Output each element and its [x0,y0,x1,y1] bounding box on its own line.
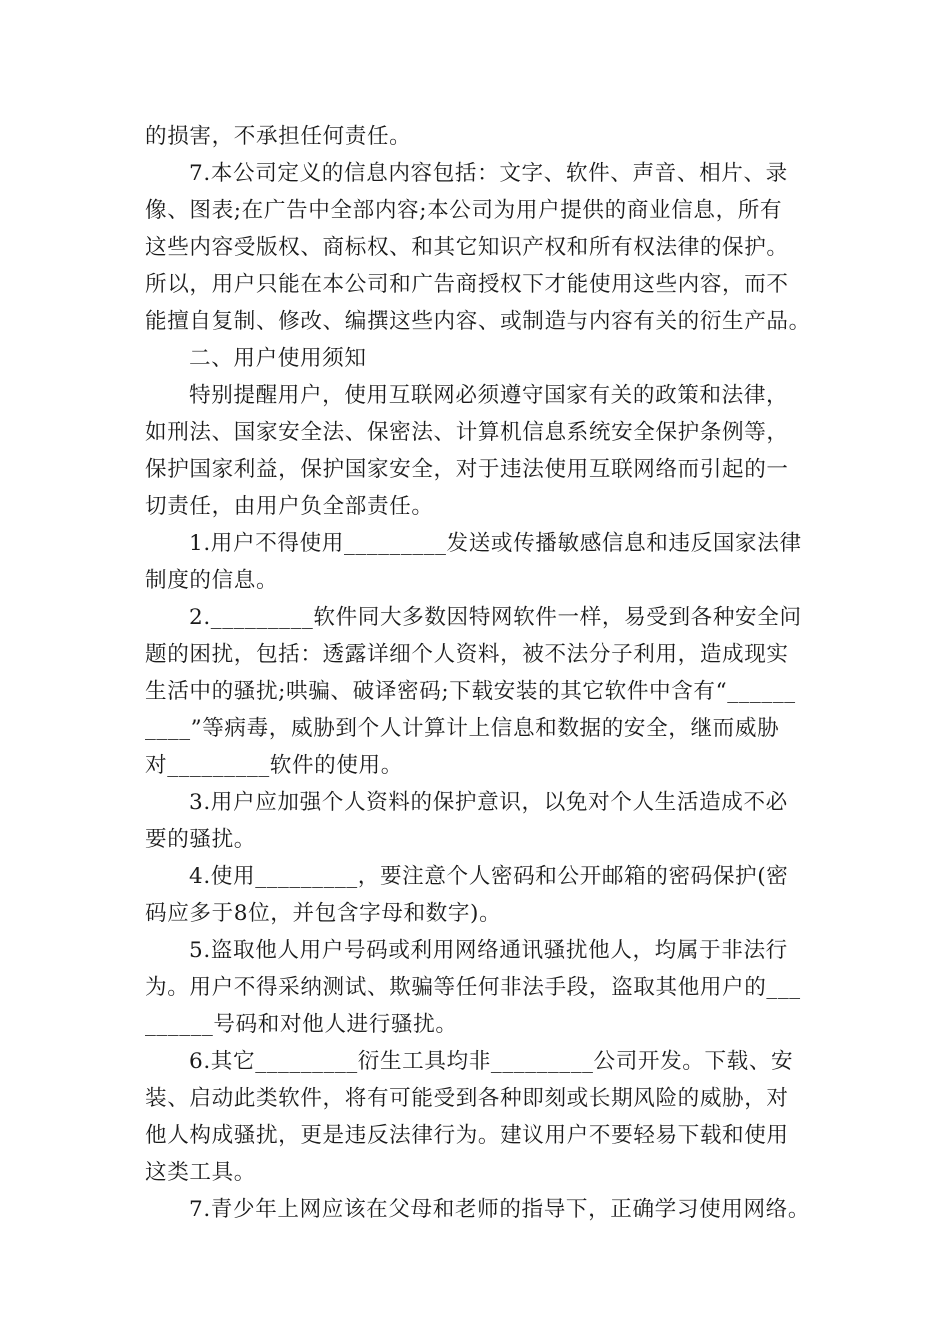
text-line: 保护国家利益，保护国家安全，对于违法使用互联网络而引起的一 [145,457,789,482]
text-line: ______号码和对他人进行骚扰。 [145,1012,458,1037]
text-line: 7.青少年上网应该在父母和老师的指导下，正确学习使用网络。 [189,1197,811,1222]
text-line: 像、图表;在广告中全部内容;本公司为用户提供的商业信息，所有 [145,198,783,223]
text-line: 他人构成骚扰，更是违反法律行为。建议用户不要轻易下载和使用 [145,1123,789,1148]
text-line: 切责任，由用户负全部责任。 [145,494,434,519]
text-line: 7.本公司定义的信息内容包括：文字、软件、声音、相片、录 [189,161,788,186]
text-line: 题的困扰，包括：透露详细个人资料，被不法分子利用，造成现实 [145,642,789,667]
text-line: 装、启动此类软件，将有可能受到各种即刻或长期风险的威胁，对 [145,1086,789,1111]
text-line: 2._________软件同大多数因特网软件一样，易受到各种安全问 [189,605,802,630]
text-line: 为。用户不得采纳测试、欺骗等任何非法手段，盗取其他用户的___ [145,975,801,1000]
text-line: 这些内容受版权、商标权、和其它知识产权和所有权法律的保护。 [145,235,789,260]
text-line: 6.其它_________衍生工具均非_________公司开发。下载、安 [189,1049,794,1074]
text-line: ____”等病毒，威胁到个人计算计上信息和数据的安全，继而威胁 [145,716,780,741]
text-line: 所以，用户只能在本公司和广告商授权下才能使用这些内容，而不 [145,272,789,297]
text-line: 能擅自复制、修改、编撰这些内容、或制造与内容有关的衍生产品。 [145,309,811,334]
text-line: 特别提醒用户，使用互联网必须遵守国家有关的政策和法律， [189,383,789,408]
text-line: 4.使用_________，要注意个人密码和公开邮箱的密码保护(密 [189,864,789,889]
text-line: 生活中的骚扰;哄骗、破译密码;下载安装的其它软件中含有“______ [145,679,796,704]
text-line: 二、用户使用须知 [189,346,367,371]
text-line: 5.盗取他人用户号码或利用网络通讯骚扰他人，均属于非法行 [189,938,788,963]
text-line: 3.用户应加强个人资料的保护意识，以免对个人生活造成不必 [189,790,788,815]
text-line: 要的骚扰。 [145,827,256,852]
text-line: 如刑法、国家安全法、保密法、计算机信息系统安全保护条例等， [145,420,789,445]
text-line: 码应多于8位，并包含字母和数字)。 [145,901,502,926]
text-line: 对_________软件的使用。 [145,753,403,778]
text-line: 的损害，不承担任何责任。 [145,124,412,149]
text-line: 1.用户不得使用_________发送或传播敏感信息和违反国家法律 [189,531,802,556]
document-body [145,118,825,1228]
text-line: 这类工具。 [145,1160,256,1185]
text-line: 制度的信息。 [145,568,279,593]
